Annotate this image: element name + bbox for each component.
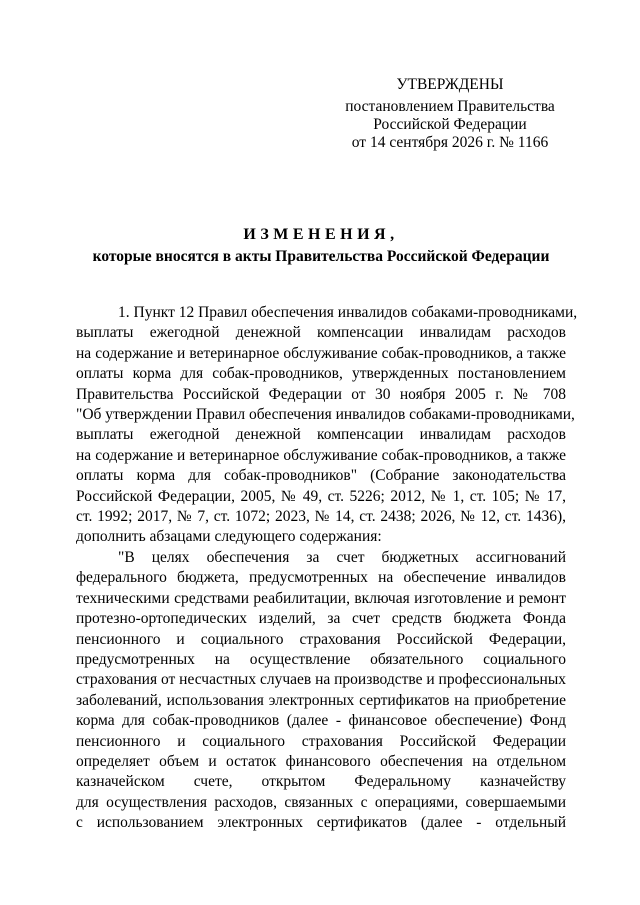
paragraph-line: федерального бюджета, предусмотренных на обеспечение инвалидов [76,569,566,587]
paragraph-line: оплаты корма для собак-проводников, утвержденных постановлением [76,365,566,383]
paragraph-line: Правительства Российской Федерации от 30 ноября 2005 г. № 708 [76,385,566,403]
paragraph-line: заболеваний, использования электронных сертификатов на приобретение [76,691,566,709]
paragraph-line: дополнить абзацами следующего содержания: [76,528,382,546]
paragraph-line: определяет объем и остаток финансового обеспечения на отдельном [76,752,566,770]
approval-line-1: постановлением Правительства [345,98,555,115]
approval-line-3: от 14 сентября 2026 г. № 1166 [351,134,549,151]
paragraph-line: выплаты ежегодной денежной компенсации инвалидам расходов [76,324,566,342]
paragraph-line: с использованием электронных сертификатов (далее - отдельный [76,814,566,832]
paragraph-line: для осуществления расходов, связанных с операциями, совершаемыми [76,793,566,811]
paragraph-line: на содержание и ветеринарное обслуживание собак-проводников, а также [76,344,566,362]
paragraph-line: 1. Пункт 12 Правил обеспечения инвалидов собаками-проводниками, [118,304,578,321]
document-subtitle: которые вносятся в акты Правительства Российской Федерации [92,248,550,265]
paragraph-line: казначейском счете, открытом Федеральному казначейству [76,773,566,791]
approval-line-2: Российской Федерации [373,116,527,133]
document-body [76,303,578,834]
paragraph-line: "В целях обеспечения за счет бюджетных ассигнований [118,548,566,566]
paragraph-line: оплаты корма для собак-проводников" (Собрание законодательства [76,467,566,485]
paragraph-line: пенсионного и социального страхования Российской Федерации, [76,630,566,648]
paragraph-line: на содержание и ветеринарное обслуживание собак-проводников, а также [76,446,566,464]
document-title: ИЗМЕНЕНИЯ, [243,226,399,243]
paragraph-line: пенсионного и социального страхования Российской Федерации [76,732,566,750]
approval-title: УТВЕРЖДЕНЫ [396,76,504,93]
paragraph-line: "Об утверждении Правил обеспечения инвалидов собаками-проводниками, [76,406,575,424]
paragraph-line: ст. 1992; 2017, № 7, ст. 1072; 2023, № 14, ст. 2438; 2026, № 12, ст. 1436), [76,508,566,526]
paragraph-line: корма для собак-проводников (далее - финансовое обеспечение) Фонд [76,712,566,730]
paragraph-line: техническими средствами реабилитации, включая изготовление и ремонт [76,589,566,607]
paragraph-line: страхования от несчастных случаев на производстве и профессиональных [76,671,567,689]
paragraph-line: Российской Федерации, 2005, № 49, ст. 5226; 2012, № 1, ст. 105; № 17, [76,487,566,505]
paragraph-line: предусмотренных на осуществление обязательного социального [76,650,566,668]
paragraph-line: выплаты ежегодной денежной компенсации инвалидам расходов [76,426,566,444]
approval-block [340,76,560,152]
paragraph-line: протезно-ортопедических изделий, за счет средств бюджета Фонда [76,610,566,628]
